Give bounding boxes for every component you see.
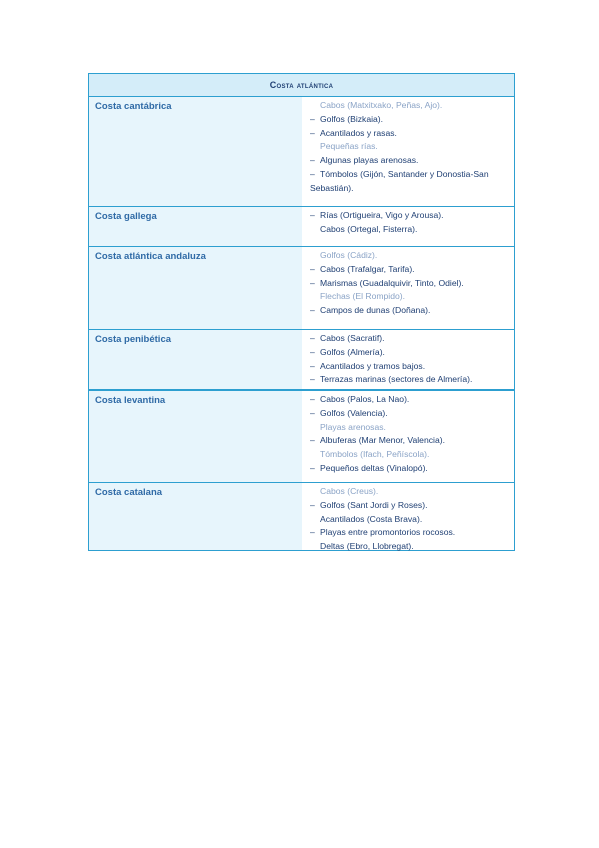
list-item-text: Flechas (El Rompido).	[320, 291, 406, 302]
bullet-dash: –	[310, 527, 315, 538]
list-item-text: Albuferas (Mar Menor, Valencia).	[320, 435, 445, 446]
list-item-text: Tómbolos (Gijón, Santander y Donostia-San Sebastián).	[310, 168, 489, 193]
list-item	[310, 448, 510, 462]
list-item-text: Acantilados (Costa Brava).	[320, 513, 423, 524]
list-item	[310, 407, 510, 421]
list-item-text: Golfos (Sant Jordi y Roses).	[320, 499, 428, 510]
features-list	[302, 247, 514, 329]
bullet-dash: –	[310, 277, 315, 288]
list-item	[310, 462, 510, 476]
table-row	[89, 247, 514, 330]
list-item-text: Cabos (Palos, La Nao).	[320, 394, 410, 404]
bullet-dash: –	[310, 360, 315, 371]
list-item	[310, 263, 510, 277]
table-row	[89, 207, 514, 247]
bullet-dash: –	[310, 407, 315, 418]
list-item	[310, 332, 510, 346]
region-name: Costa penibética	[89, 330, 302, 389]
list-item	[310, 249, 510, 263]
features-list	[302, 483, 514, 550]
bullet-dash: –	[310, 155, 315, 166]
table-row	[89, 97, 514, 207]
list-item	[310, 290, 510, 304]
list-item	[310, 113, 510, 127]
list-item-text: Terrazas marinas (sectores de Almería).	[320, 374, 473, 385]
list-item	[310, 393, 510, 407]
list-item-text: Deltas (Ebro, Llobregat).	[320, 541, 414, 552]
list-item	[310, 304, 510, 318]
list-item-text: Golfos (Cádiz).	[320, 250, 378, 260]
table-row	[89, 390, 514, 483]
list-item	[310, 140, 510, 154]
table-title: Costa atlántica	[269, 80, 334, 90]
list-item-text: Cabos (Sacratif).	[320, 333, 385, 343]
region-name: Costa cantábrica	[89, 97, 302, 206]
list-item-text: Rías (Ortigueira, Vigo y Arousa).	[320, 210, 444, 220]
list-item-text: Acantilados y rasas.	[320, 127, 397, 138]
region-name: Costa catalana	[89, 483, 302, 550]
bullet-dash: –	[310, 210, 315, 220]
bullet-dash: –	[310, 127, 315, 138]
features-list	[302, 97, 514, 206]
table-row	[89, 330, 514, 390]
list-item	[310, 209, 510, 223]
bullet-dash: –	[310, 333, 315, 343]
list-item	[310, 154, 510, 168]
list-item-text: Playas arenosas.	[320, 421, 386, 432]
features-list	[302, 207, 514, 246]
table-header	[89, 74, 514, 97]
bullet-dash: –	[310, 305, 315, 316]
list-item	[310, 485, 510, 499]
list-item	[310, 373, 510, 387]
list-item	[310, 277, 510, 291]
region-name: Costa gallega	[89, 207, 302, 246]
bullet-dash: –	[310, 113, 315, 124]
list-item-text: Playas entre promontorios rocosos.	[320, 527, 456, 538]
list-item-text: Golfos (Valencia).	[320, 407, 388, 418]
bullet-dash: –	[310, 394, 315, 404]
list-item-text: Campos de dunas (Doñana).	[320, 305, 431, 316]
list-item-text: Cabos (Trafalgar, Tarifa).	[320, 263, 415, 274]
list-item-text: Algunas playas arenosas.	[320, 155, 419, 166]
table-row	[89, 483, 514, 550]
bullet-dash: –	[310, 263, 315, 274]
list-item	[310, 526, 510, 540]
list-item	[310, 360, 510, 374]
list-item-text: Golfos (Bizkaia).	[320, 113, 384, 124]
features-list	[302, 330, 514, 389]
bullet-dash: –	[310, 346, 315, 357]
bullet-dash: –	[310, 499, 315, 510]
region-name: Costa levantina	[89, 391, 302, 482]
list-item-text: Pequeñas rías.	[320, 141, 378, 152]
list-item	[310, 127, 510, 141]
list-item	[310, 99, 510, 113]
list-item	[310, 540, 510, 554]
list-item	[310, 421, 510, 435]
list-item-text: Marismas (Guadalquivir, Tinto, Odiel).	[320, 277, 464, 288]
bullet-dash: –	[310, 462, 315, 473]
list-item-text: Cabos (Creus).	[320, 486, 379, 496]
list-item	[310, 168, 510, 196]
list-item	[310, 434, 510, 448]
list-item-text: Acantilados y tramos bajos.	[320, 360, 426, 371]
list-item-text: Cabos (Matxitxako, Peñas, Ajo).	[320, 100, 443, 110]
list-item-text: Golfos (Almería).	[320, 346, 385, 357]
bullet-dash: –	[310, 374, 315, 385]
bullet-dash: –	[310, 435, 315, 446]
list-item-text: Pequeños deltas (Vinalopó).	[320, 462, 428, 473]
table-body	[89, 97, 514, 550]
list-item	[310, 223, 510, 237]
list-item-text: Cabos (Ortegal, Fisterra).	[320, 223, 418, 234]
list-item	[310, 346, 510, 360]
list-item	[310, 499, 510, 513]
region-name: Costa atlántica andaluza	[89, 247, 302, 329]
bullet-dash: –	[310, 168, 315, 179]
list-item	[310, 513, 510, 527]
list-item-text: Tómbolos (Ifach, Peñíscola).	[320, 449, 430, 460]
features-list	[302, 391, 514, 482]
coast-table	[88, 73, 515, 551]
